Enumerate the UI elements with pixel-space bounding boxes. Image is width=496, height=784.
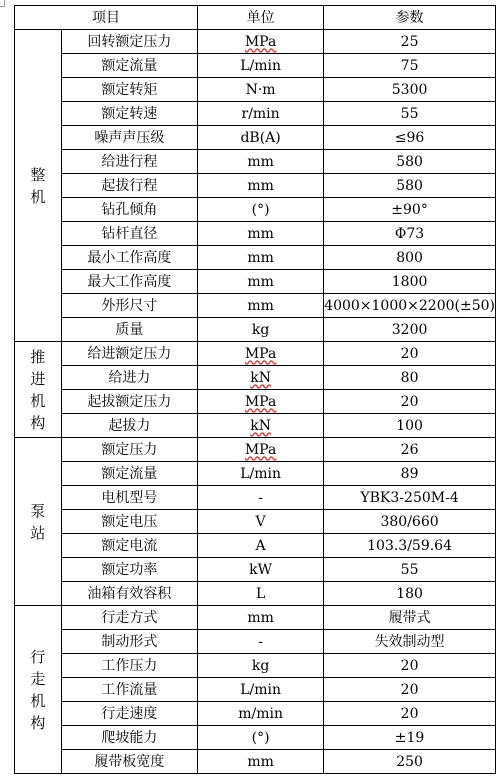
group-label-char: 机 xyxy=(30,691,46,710)
value-cell: 履带式 xyxy=(324,606,496,630)
group-label-char: 构 xyxy=(30,413,46,432)
param-name-cell: 行走方式 xyxy=(61,606,197,630)
param-name-cell: 额定转速 xyxy=(61,102,197,126)
unit-cell: mm xyxy=(198,174,324,198)
table-row xyxy=(15,726,496,750)
table-row xyxy=(15,414,496,438)
table-row xyxy=(15,246,496,270)
table-row xyxy=(15,150,496,174)
unit-cell: mm xyxy=(198,246,324,270)
group-label-char: 推 xyxy=(30,347,46,366)
unit-cell: kN xyxy=(198,414,324,438)
value-cell: YBK3-250M-4 xyxy=(324,486,496,510)
value-cell: 100 xyxy=(324,414,496,438)
param-name-cell: 钻杆直径 xyxy=(61,222,197,246)
value-cell: 20 xyxy=(324,654,496,678)
param-name-cell: 额定压力 xyxy=(61,438,197,462)
group-label-char: 进 xyxy=(30,369,46,388)
param-name-cell: 电机型号 xyxy=(61,486,197,510)
page-corner-mark xyxy=(0,0,5,7)
value-cell: 20 xyxy=(324,342,496,366)
header-unit: 单位 xyxy=(198,6,324,30)
unit-cell: V xyxy=(198,510,324,534)
param-name-cell: 额定电压 xyxy=(61,510,197,534)
param-name-cell: 起拔行程 xyxy=(61,174,197,198)
param-name-cell: 额定转矩 xyxy=(61,78,197,102)
value-cell: ≤96 xyxy=(324,126,496,150)
table-row xyxy=(15,582,496,606)
unit-cell: kg xyxy=(198,654,324,678)
unit-cell: mm xyxy=(198,222,324,246)
table-row xyxy=(15,54,496,78)
value-cell: ±19 xyxy=(324,726,496,750)
param-name-cell: 最小工作高度 xyxy=(61,246,197,270)
unit-cell: L/min xyxy=(198,462,324,486)
table-row xyxy=(15,30,496,54)
group-label-char: 机 xyxy=(30,391,46,410)
value-cell: 103.3/59.64 xyxy=(324,534,496,558)
value-cell: Φ73 xyxy=(324,222,496,246)
unit-cell: mm xyxy=(198,150,324,174)
table-row xyxy=(15,270,496,294)
group-label-char: 泵 xyxy=(30,501,46,520)
param-name-cell: 给进额定压力 xyxy=(61,342,197,366)
value-cell: 800 xyxy=(324,246,496,270)
group-label xyxy=(15,30,62,342)
param-name-cell: 额定功率 xyxy=(61,558,197,582)
table-row xyxy=(15,510,496,534)
unit-cell: - xyxy=(198,630,324,654)
group-label xyxy=(15,438,62,606)
unit-cell: m/min xyxy=(198,702,324,726)
value-cell: 失效制动型 xyxy=(324,630,496,654)
unit-cell: A xyxy=(198,534,324,558)
unit-cell: mm xyxy=(198,750,324,774)
value-cell: 80 xyxy=(324,366,496,390)
table-row xyxy=(15,486,496,510)
table-row xyxy=(15,558,496,582)
param-name-cell: 额定电流 xyxy=(61,534,197,558)
header-item: 项目 xyxy=(15,6,198,30)
table-row xyxy=(15,318,496,342)
param-name-cell: 工作流量 xyxy=(61,678,197,702)
param-name-cell: 行走速度 xyxy=(61,702,197,726)
param-name-cell: 最大工作高度 xyxy=(61,270,197,294)
table-row xyxy=(15,438,496,462)
group-label-char: 走 xyxy=(30,669,46,688)
table-row xyxy=(15,678,496,702)
value-cell: 580 xyxy=(324,150,496,174)
value-cell: 20 xyxy=(324,678,496,702)
param-name-cell: 给进行程 xyxy=(61,150,197,174)
unit-cell: mm xyxy=(198,270,324,294)
unit-cell: kW xyxy=(198,558,324,582)
table-row xyxy=(15,390,496,414)
unit-cell: MPa xyxy=(198,390,324,414)
unit-cell: MPa xyxy=(198,438,324,462)
table-row xyxy=(15,702,496,726)
unit-cell: (°) xyxy=(198,198,324,222)
unit-cell: dB(A) xyxy=(198,126,324,150)
header-param: 参数 xyxy=(324,6,496,30)
spec-table-container xyxy=(14,5,496,774)
value-cell: 26 xyxy=(324,438,496,462)
unit-cell: L/min xyxy=(198,54,324,78)
param-name-cell: 额定流量 xyxy=(61,462,197,486)
group-label xyxy=(15,606,62,774)
table-row xyxy=(15,294,496,318)
param-name-cell: 起拔额定压力 xyxy=(61,390,197,414)
group-label-char: 构 xyxy=(30,713,46,732)
unit-cell: L xyxy=(198,582,324,606)
value-cell: 75 xyxy=(324,54,496,78)
unit-cell: N·m xyxy=(198,78,324,102)
param-name-cell: 油箱有效容积 xyxy=(61,582,197,606)
unit-cell: kN xyxy=(198,366,324,390)
table-row xyxy=(15,198,496,222)
table-row xyxy=(15,462,496,486)
value-cell: 55 xyxy=(324,558,496,582)
param-name-cell: 回转额定压力 xyxy=(61,30,197,54)
unit-cell: - xyxy=(198,486,324,510)
table-row xyxy=(15,534,496,558)
param-name-cell: 噪声声压级 xyxy=(61,126,197,150)
value-cell: 20 xyxy=(324,390,496,414)
param-name-cell: 制动形式 xyxy=(61,630,197,654)
table-row xyxy=(15,102,496,126)
header-row xyxy=(15,6,496,30)
value-cell: 3200 xyxy=(324,318,496,342)
group-label-char: 机 xyxy=(30,187,46,206)
param-name-cell: 给进力 xyxy=(61,366,197,390)
table-row xyxy=(15,630,496,654)
value-cell: 250 xyxy=(324,750,496,774)
param-name-cell: 质量 xyxy=(61,318,197,342)
group-label-char: 行 xyxy=(30,647,46,666)
unit-cell: mm xyxy=(198,294,324,318)
value-cell: ±90° xyxy=(324,198,496,222)
param-name-cell: 工作压力 xyxy=(61,654,197,678)
table-row xyxy=(15,606,496,630)
unit-cell: r/min xyxy=(198,102,324,126)
table-row xyxy=(15,366,496,390)
unit-cell: MPa xyxy=(198,30,324,54)
value-cell: 1800 xyxy=(324,270,496,294)
param-name-cell: 额定流量 xyxy=(61,54,197,78)
table-row xyxy=(15,222,496,246)
param-name-cell: 外形尺寸 xyxy=(61,294,197,318)
value-cell: 20 xyxy=(324,702,496,726)
param-name-cell: 履带板宽度 xyxy=(61,750,197,774)
unit-cell: (°) xyxy=(198,726,324,750)
spec-table xyxy=(14,5,496,774)
param-name-cell: 起拔力 xyxy=(61,414,197,438)
table-row xyxy=(15,174,496,198)
group-label xyxy=(15,342,62,438)
table-row xyxy=(15,78,496,102)
unit-cell: kg xyxy=(198,318,324,342)
value-cell: 55 xyxy=(324,102,496,126)
value-cell: 580 xyxy=(324,174,496,198)
table-row xyxy=(15,342,496,366)
group-label-char: 整 xyxy=(30,165,46,184)
value-cell: 25 xyxy=(324,30,496,54)
value-cell: 5300 xyxy=(324,78,496,102)
value-cell: 180 xyxy=(324,582,496,606)
table-row xyxy=(15,126,496,150)
unit-cell: MPa xyxy=(198,342,324,366)
table-row xyxy=(15,654,496,678)
value-cell: 89 xyxy=(324,462,496,486)
group-label-char: 站 xyxy=(30,523,46,542)
param-name-cell: 钻孔倾角 xyxy=(61,198,197,222)
unit-cell: mm xyxy=(198,606,324,630)
value-cell: 4000×1000×2200(±50) xyxy=(324,294,496,318)
table-row xyxy=(15,750,496,774)
param-name-cell: 爬坡能力 xyxy=(61,726,197,750)
unit-cell: L/min xyxy=(198,678,324,702)
value-cell: 380/660 xyxy=(324,510,496,534)
